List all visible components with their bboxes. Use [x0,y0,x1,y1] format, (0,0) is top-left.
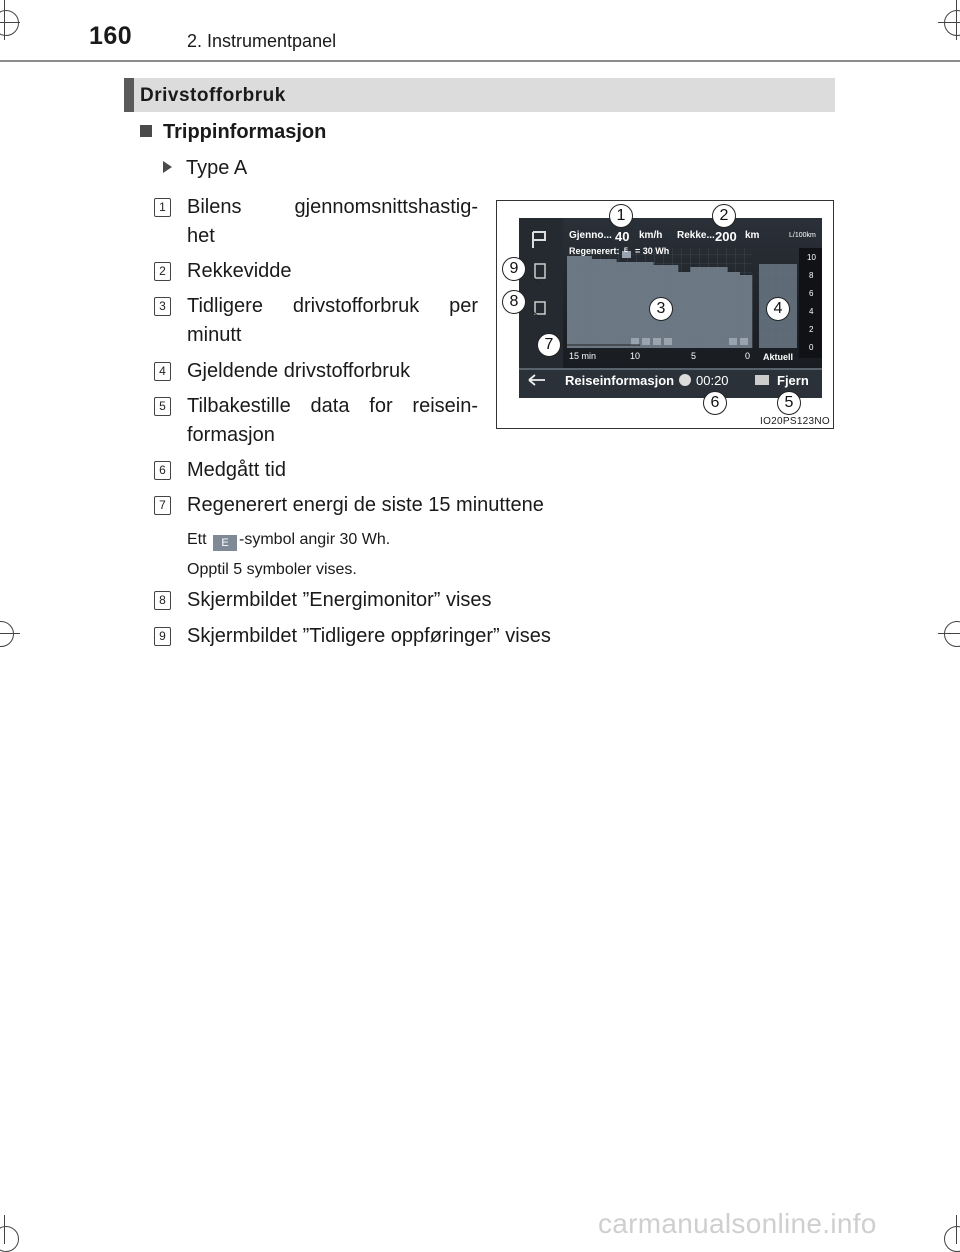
screen-regen-label: Regenerert: [569,246,620,256]
tick-strip [799,248,822,358]
callout-1: 1 [609,204,633,228]
header-rule [0,60,960,62]
item-number: 2 [154,262,171,281]
crop-mark-mid-left [0,621,14,647]
item-text: Rekkevidde [187,260,292,282]
screen-avg-value: 40 [615,229,630,244]
crop-mark-top-left [0,10,19,36]
item-text: formasjon [187,424,275,446]
y-tick: 4 [809,307,814,316]
item-number: 6 [154,461,171,480]
regen-symbol [631,338,639,345]
figure-caption: IO20PS123NO [760,416,831,427]
subheading-text: Trippinformasjon [163,121,327,143]
crop-line [0,22,20,23]
regen-symbol [642,338,650,345]
screen-regen-eq: = 30 Wh [635,246,670,256]
subheading [140,121,326,144]
regen-symbol [664,338,672,345]
chapter-title: 2. Instrumentpanel [187,31,337,51]
item-text: Skjermbildet ”Tidligere oppføringer” vises [187,625,551,647]
item-number: 3 [154,297,171,316]
triangle-bullet-icon [163,161,172,173]
y-tick: 6 [809,289,814,298]
callout-5: 5 [777,391,801,415]
clear-label: Fjern [777,373,809,388]
page-number: 160 [89,22,133,50]
item-number: 9 [154,627,171,646]
bottom-bar-edge [519,368,822,370]
crop-line [938,633,960,634]
x-tick: 10 [630,351,641,361]
item-text: minutt [187,324,242,346]
crop-mark-bottom-left [0,1226,19,1252]
section-band [124,78,835,112]
callout-4: 4 [766,297,790,321]
x-tick: 15 min [569,351,597,361]
crop-line [4,0,5,40]
clock-icon [679,374,691,386]
crop-line [956,1215,957,1244]
crop-line [0,633,20,634]
callout-6: 6 [703,391,727,415]
screen-regen-symbol: E [624,248,629,254]
item-text: Skjermbildet ”Energimonitor” vises [187,589,492,611]
item-number: 5 [154,397,171,416]
square-bullet-icon [140,125,152,137]
callout-3: 3 [649,297,673,321]
type-label-text: Type A [186,157,248,179]
screen-range-value: 200 [715,229,737,244]
y-tick: 10 [807,253,816,262]
note-line-1 [187,531,390,551]
section-title: Drivstofforbruk [140,85,286,106]
item-text: het [187,225,215,247]
screen-range-unit: km [745,230,760,241]
screen-title: Reiseinformasjon [565,373,675,388]
callout-8: 8 [502,290,526,314]
elapsed-time: 00:20 [696,373,729,388]
item-text: Tilbakestille data for reisein- [187,395,478,417]
screen-avg-unit: km/h [639,230,663,241]
watermark: carmanualsonline.info [598,1208,877,1239]
item-text: Bilens gjennomsnittshastig- [187,196,478,218]
item-text: Medgått tid [187,459,286,481]
callout-2: 2 [712,204,736,228]
regen-symbol [729,338,737,345]
callout-9: 9 [502,257,526,281]
screen-unit-label: L/100km [789,232,816,239]
item-text: Tidligere drivstofforbruk per [187,295,478,317]
item-number: 8 [154,591,171,610]
regen-symbol [653,338,661,345]
energy-symbol-icon: E [213,535,237,551]
current-label: Aktuell [763,352,794,362]
screen-avg-label: Gjenno... [569,230,612,241]
item-text: Gjeldende drivstofforbruk [187,360,411,382]
y-tick: 0 [809,343,814,352]
crop-mark-bottom-right [944,1226,960,1252]
screen-range-label: Rekke... [677,230,715,241]
crop-line [956,0,957,40]
y-tick: 2 [809,325,814,334]
crop-mark-top-right [944,10,960,36]
callout-7: 7 [537,333,561,357]
crop-line [4,1215,5,1244]
item-text: Regenerert energi de siste 15 minuttene [187,494,544,516]
note-line-2: Opptil 5 symboler vises. [187,561,357,578]
clear-icon [755,375,769,385]
x-tick: 5 [691,351,697,361]
note-suffix: -symbol angir 30 Wh. [239,531,391,548]
item-number: 1 [154,198,171,217]
item-number: 4 [154,362,171,381]
y-tick: 8 [809,271,814,280]
note-prefix: Ett [187,531,207,548]
type-label [163,157,247,180]
crop-mark-mid-right [944,621,960,647]
item-number: 7 [154,496,171,515]
x-tick: 0 [745,351,751,361]
regen-symbol [740,338,748,345]
